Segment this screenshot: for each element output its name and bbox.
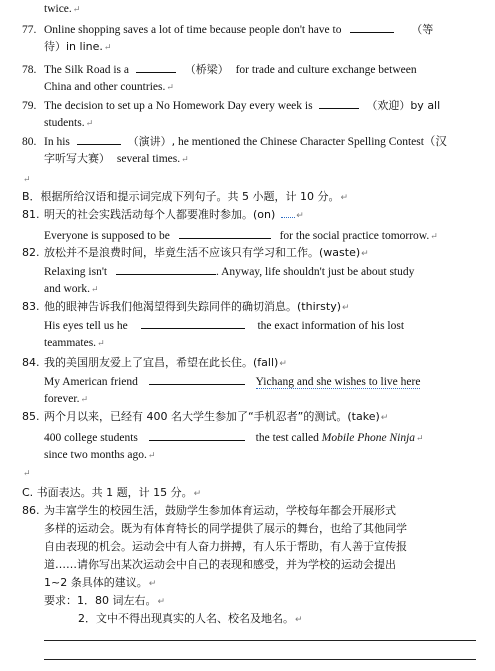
q85-chinese: 两个月以来，已经有 400 名大学生参加了“手机忍者”的测试。(take) xyxy=(44,410,380,423)
q77-text: Online shopping saves a lot of time because people don't have to xyxy=(44,24,342,36)
q81-cn-line xyxy=(22,208,304,223)
q81-en-line xyxy=(44,228,438,243)
q84-english-end: forever. xyxy=(44,393,80,405)
q77-line2 xyxy=(44,40,111,54)
q84-chinese: 我的美国朋友爱上了宜昌，希望在此长住。(fall) xyxy=(44,356,279,369)
q84-number: 84. xyxy=(22,356,40,369)
q83-cn-line xyxy=(22,300,350,315)
paragraph-mark-icon: ↵ xyxy=(279,359,287,369)
q80-text-cont: he mentioned the Chinese Character Spelling Contest（汉 xyxy=(178,136,447,148)
q86-prompt-line4: 道……请你写出某次运动会中自己的表现和感受，并为学校的运动会提出 xyxy=(44,558,396,571)
q85-en-line2 xyxy=(44,448,155,462)
q83-chinese: 他的眼神告诉我们他渴望得到失踪同伴的确切消息。(thirsty) xyxy=(44,300,341,313)
q82-en-line2 xyxy=(44,282,99,296)
q78-blank[interactable] xyxy=(136,62,176,73)
q83-english-cont: the exact information of his lost xyxy=(257,320,405,332)
q86-requirement1 xyxy=(44,594,165,609)
q82-en-line xyxy=(44,264,414,279)
q80-blank[interactable] xyxy=(77,134,121,145)
paragraph-mark-icon: ↵ xyxy=(342,303,350,313)
q80-hint: （演讲）, xyxy=(127,135,176,148)
q84-cn-line xyxy=(22,356,287,371)
q81-chinese: 明天的社会实践活动每个人都要准时参加。(on) xyxy=(44,208,276,221)
q82-english-end: and work. xyxy=(44,283,90,295)
q81-english-cont: for the social practice tomorrow. xyxy=(279,230,430,242)
spellcheck-squiggle xyxy=(281,213,295,218)
q80-line2 xyxy=(44,152,189,166)
q81-blank[interactable] xyxy=(179,228,271,239)
q78-line2 xyxy=(44,80,174,94)
q85-english-end: since two months ago. xyxy=(44,449,147,461)
part-b-heading xyxy=(22,190,348,205)
q84-en-line xyxy=(44,374,420,389)
paragraph-mark-icon: ↵ xyxy=(23,174,31,184)
q79-blank[interactable] xyxy=(319,98,359,109)
requirement-1: 要求：1．80 词左右。 xyxy=(44,594,157,607)
paragraph-mark-icon: ↵ xyxy=(147,450,156,460)
paragraph-mark-icon: ↵ xyxy=(380,413,389,423)
paragraph-mark-icon: ↵ xyxy=(80,394,88,404)
q79-line2 xyxy=(44,116,93,130)
q78-text: The Silk Road is a xyxy=(44,64,129,76)
q81-english: Everyone is supposed to be xyxy=(44,230,170,242)
q85-cn-line xyxy=(22,410,388,425)
paragraph-mark-icon: ↵ xyxy=(148,579,157,589)
q78-text-end: China and other countries. xyxy=(44,81,166,93)
q77-number: 77. xyxy=(22,24,37,36)
q83-blank[interactable] xyxy=(141,318,245,329)
q79-line1 xyxy=(22,98,440,113)
q80-number: 80. xyxy=(22,136,37,148)
paragraph-mark-icon: ↵ xyxy=(361,249,369,259)
writing-line[interactable] xyxy=(44,659,476,660)
q85-en-line xyxy=(44,430,424,445)
q83-en-line2 xyxy=(44,336,105,350)
q78-line1 xyxy=(22,62,417,77)
requirement-2: 2．文中不得出现真实的人名、校名及地名。 xyxy=(78,612,294,625)
q79-number: 79. xyxy=(22,100,37,112)
part-b-heading-text: B．根据所给汉语和提示词完成下列句子。共 5 小题，计 10 分。 xyxy=(22,190,340,203)
paragraph-mark-icon: ↵ xyxy=(23,468,31,478)
paragraph-mark-icon: ↵ xyxy=(340,193,349,203)
q85-test-name: Mobile Phone Ninja xyxy=(321,432,416,444)
paragraph-mark-icon: ↵ xyxy=(91,284,99,294)
paragraph-mark-icon: ↵ xyxy=(295,615,303,625)
q86-line5 xyxy=(44,576,156,591)
q86-requirement2 xyxy=(78,612,303,627)
q84-english: My American friend xyxy=(44,376,138,388)
q82-chinese: 放松并不是浪费时间，毕竟生活不应该只有学习和工作。(waste) xyxy=(44,246,361,259)
q83-english: His eyes tell us he xyxy=(44,320,128,332)
q86-prompt-line3: 自由表现的机会。运动会中有人奋力拼搏，有人乐于帮助，有人善于宣传报 xyxy=(44,540,407,553)
q84-blank[interactable] xyxy=(149,374,245,385)
empty-line xyxy=(22,172,31,186)
q82-number: 82. xyxy=(22,246,40,259)
paragraph-mark-icon: ↵ xyxy=(166,82,174,92)
q84-english-cont: Yichang and she wishes to live here xyxy=(255,376,421,388)
q84-en-line2 xyxy=(44,392,88,406)
q86-line2 xyxy=(44,522,407,536)
q79-text-end: students. xyxy=(44,117,85,129)
q80-text: In his xyxy=(44,136,70,148)
q86-number: 86. xyxy=(22,504,40,517)
q82-english: Relaxing isn't xyxy=(44,266,108,278)
q85-english-cont: the test called xyxy=(255,432,319,444)
paragraph-mark-icon: ↵ xyxy=(72,4,81,14)
paragraph-mark-icon: ↵ xyxy=(157,597,166,607)
q78-hint: （桥梁） xyxy=(184,63,229,76)
q80-hint-cont: 字听写大赛） xyxy=(44,152,110,165)
q86-line1 xyxy=(22,504,396,518)
q76-tail xyxy=(44,2,80,16)
q83-number: 83. xyxy=(22,300,40,313)
part-c-heading-text: C. 书面表达。共 1 题，计 15 分。 xyxy=(22,486,193,499)
q77-hint: （等 xyxy=(411,23,434,36)
paragraph-mark-icon: ↵ xyxy=(103,42,112,52)
writing-line[interactable] xyxy=(44,640,476,641)
q77-line1 xyxy=(22,22,468,37)
q85-blank[interactable] xyxy=(149,430,245,441)
q86-line3 xyxy=(44,540,407,554)
q77-blank[interactable] xyxy=(350,22,394,33)
paragraph-mark-icon: ↵ xyxy=(85,118,94,128)
paragraph-mark-icon: ↵ xyxy=(430,231,438,241)
q85-number: 85. xyxy=(22,410,40,423)
q78-number: 78. xyxy=(22,64,37,76)
empty-line xyxy=(22,466,31,480)
q83-en-line xyxy=(44,318,404,333)
q82-cn-line xyxy=(22,246,369,261)
paragraph-mark-icon: ↵ xyxy=(296,211,304,221)
paragraph-mark-icon: ↵ xyxy=(416,433,424,443)
q86-prompt-line5: 1~2 条具体的建议。 xyxy=(44,576,148,589)
paragraph-mark-icon: ↵ xyxy=(193,489,202,499)
q77-text-cont: 待）in line. xyxy=(44,40,103,53)
part-c-heading xyxy=(22,486,201,501)
paragraph-mark-icon: ↵ xyxy=(97,338,105,348)
q82-blank[interactable] xyxy=(116,264,216,275)
q80-text-end: several times. xyxy=(116,153,181,165)
q86-prompt-line1: 为丰富学生的校园生活，鼓励学生参加体育运动，学校每年都会开展形式 xyxy=(44,504,396,517)
q79-hint: （欢迎）by all xyxy=(366,99,441,112)
q86-prompt-line2: 多样的运动会。既为有体育特长的同学提供了展示的舞台，也给了其他同学 xyxy=(44,522,407,535)
q80-line1 xyxy=(22,134,447,149)
q82-english-cont: . Anyway, life shouldn't just be about study xyxy=(215,266,415,278)
q76-tail-text: twice. xyxy=(44,3,72,15)
q78-text-cont: for trade and culture exchange between xyxy=(235,64,417,76)
q86-line4 xyxy=(44,558,396,572)
q83-english-end: teammates. xyxy=(44,337,97,349)
q79-text: The decision to set up a No Homework Day every week is xyxy=(44,100,313,112)
q81-number: 81. xyxy=(22,208,40,221)
paragraph-mark-icon: ↵ xyxy=(181,154,189,164)
q85-english: 400 college students xyxy=(44,432,138,444)
